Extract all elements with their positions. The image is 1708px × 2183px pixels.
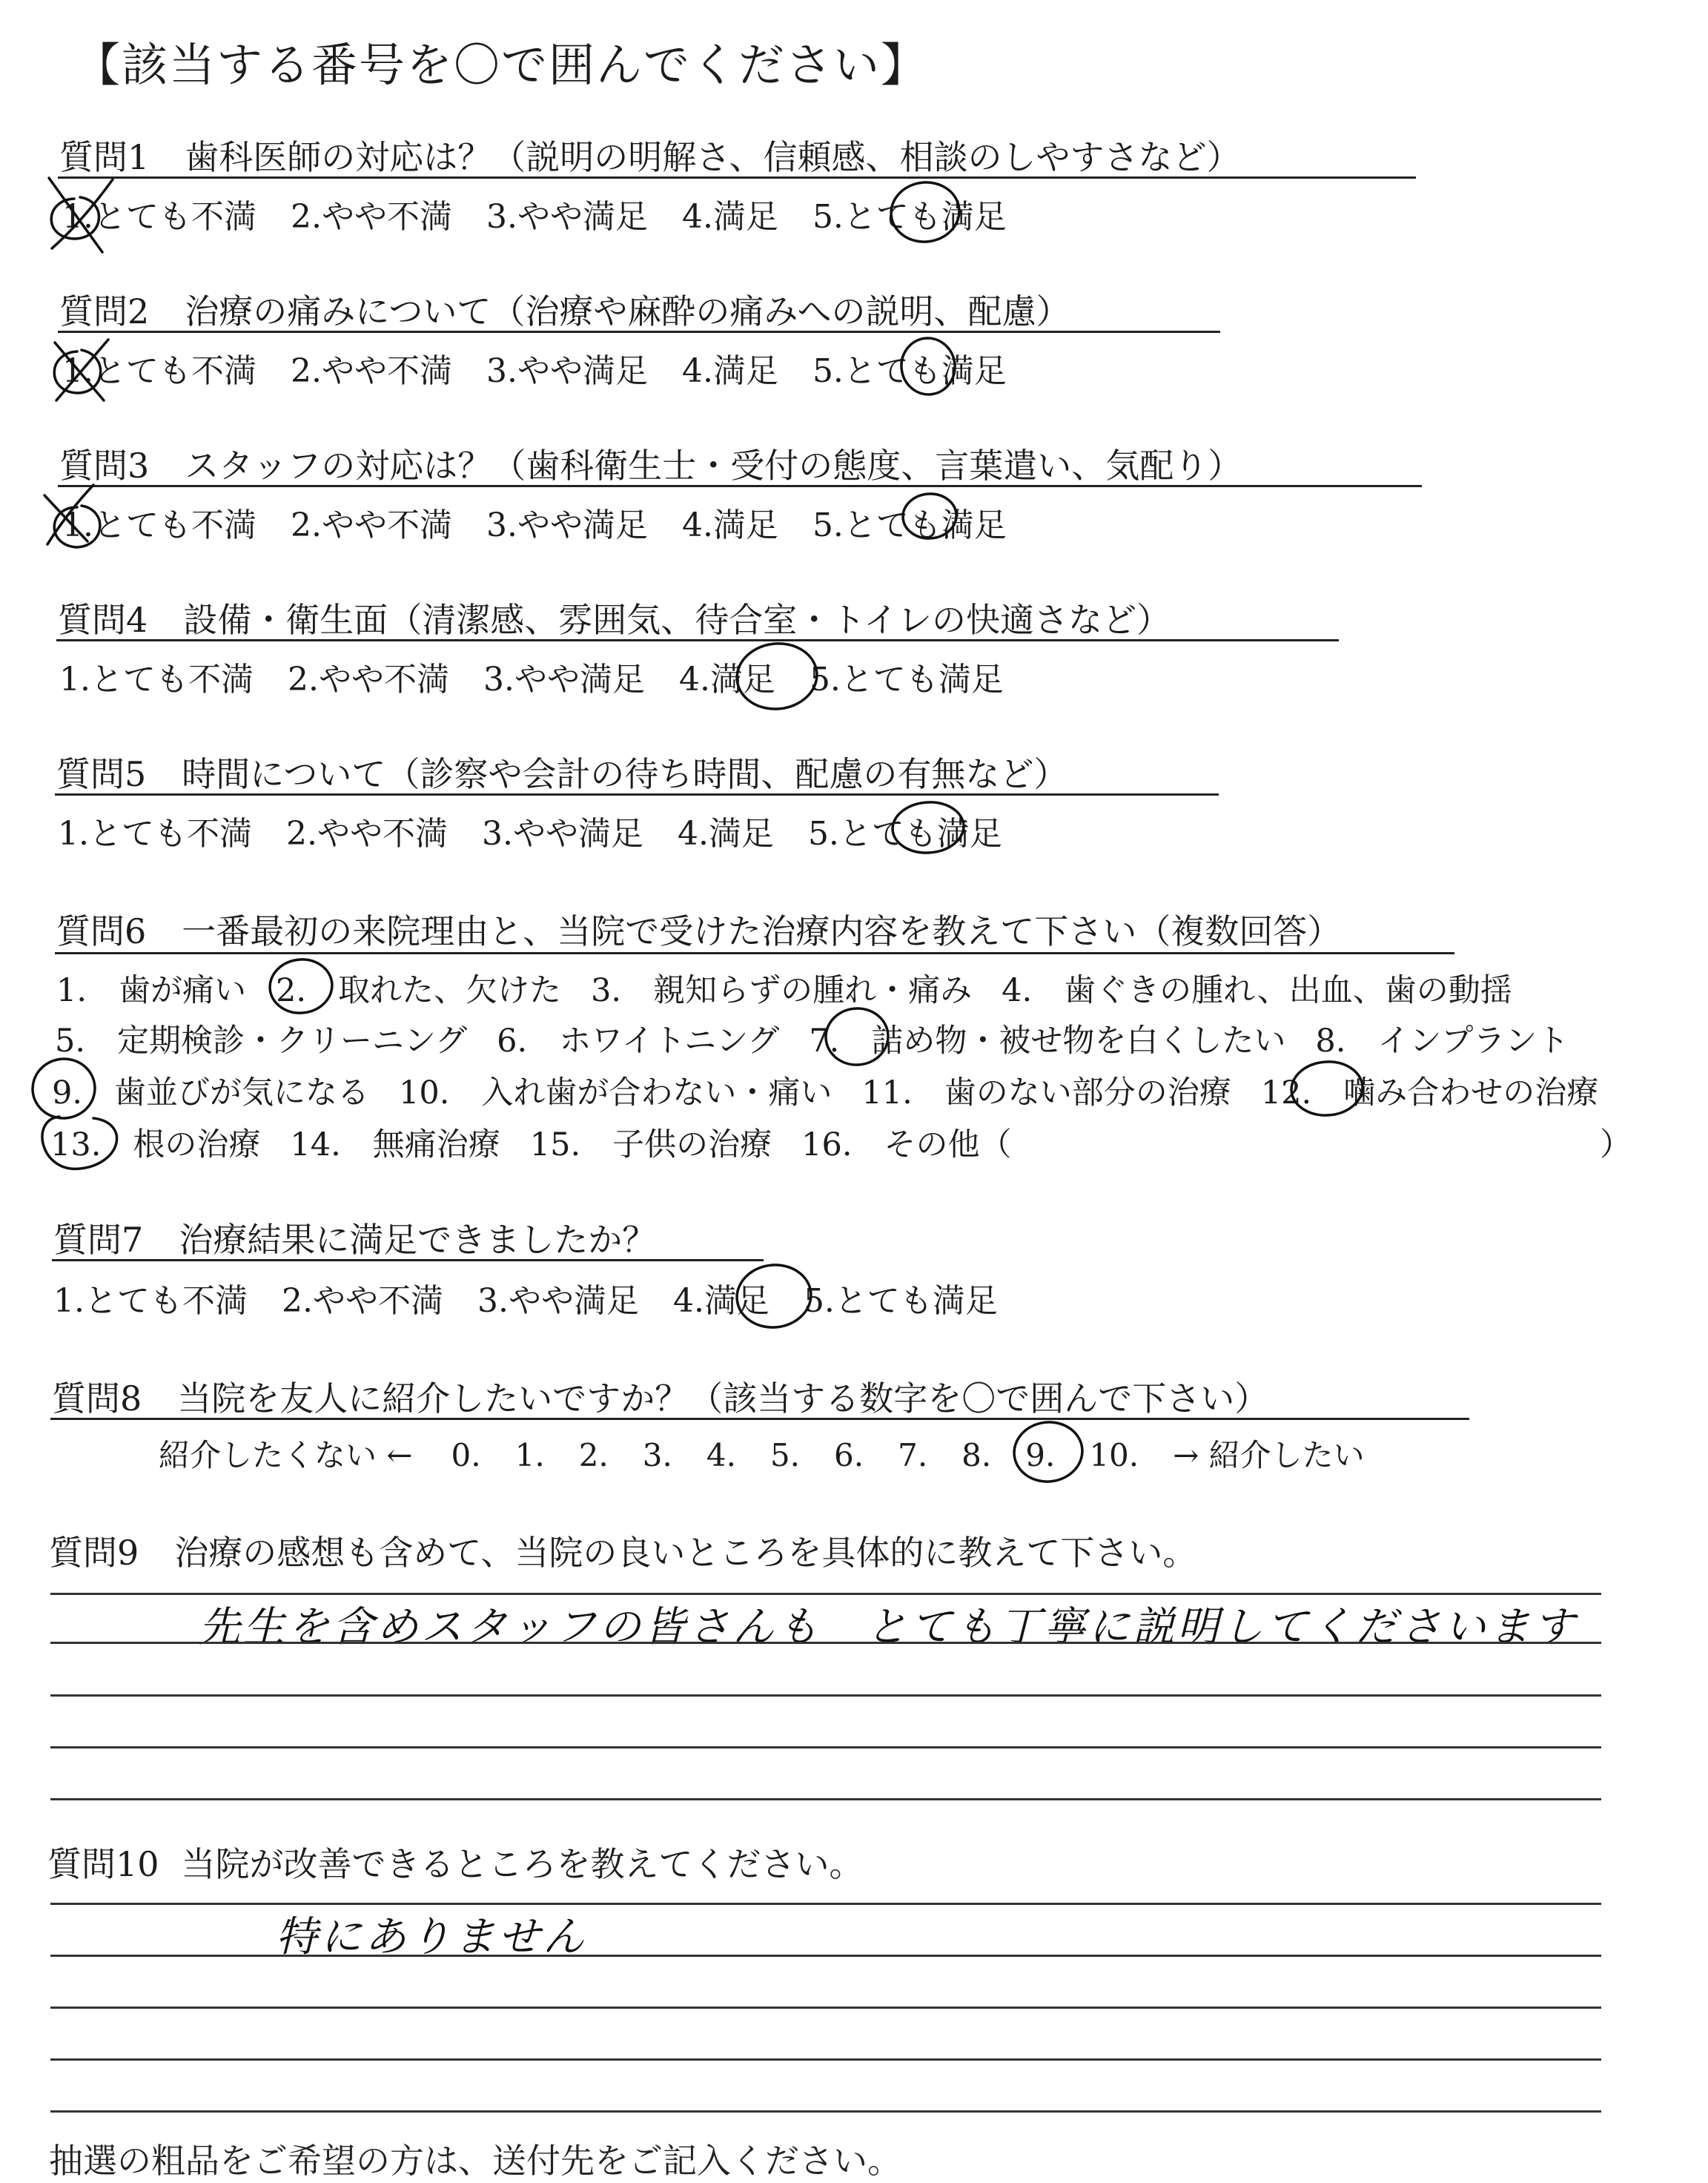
answer-line <box>50 1955 1601 1957</box>
options-q2 <box>62 344 1007 392</box>
question-underline <box>58 485 1422 487</box>
options-q6-row2 <box>55 1016 1598 1061</box>
answer-line <box>50 1694 1601 1697</box>
question-underline <box>58 176 1416 179</box>
option-label: やや不満 <box>321 352 452 390</box>
answer-line <box>50 1642 1601 1644</box>
option-label: とても不満 <box>93 198 256 236</box>
question-2 <box>59 285 1070 334</box>
question-number: 質問9 <box>49 1533 139 1573</box>
handwritten-answer-q10[interactable]: 特にありません <box>276 1913 587 1961</box>
option-label: とても満足 <box>840 661 1004 699</box>
question-text: 当院が改善できるところを教えてください。 <box>181 1844 864 1884</box>
option-4[interactable]: 4. <box>681 198 713 236</box>
options-q1 <box>62 190 1007 237</box>
option-1[interactable]: 1. <box>58 815 89 853</box>
option-3[interactable]: 3. <box>486 198 517 236</box>
question-6 <box>56 905 1341 954</box>
question-1 <box>59 131 1240 179</box>
option-item[interactable]: 11. 歯のない部分の治療 <box>861 1074 1231 1112</box>
option-item[interactable]: 14. 無痛治療 <box>290 1126 500 1163</box>
option-5[interactable]: 5. <box>812 352 844 390</box>
option-5[interactable]: 5. <box>809 661 841 699</box>
scale-number-9[interactable]: 9. <box>1025 1437 1056 1473</box>
question-text: 治療の感想も含めて、当院の良いところを具体的に教えて下さい。 <box>174 1533 1197 1573</box>
option-item[interactable]: 2. 取れた、欠けた <box>276 972 562 1009</box>
question-text: 治療の痛みについて（治療や麻酔の痛みへの説明、配慮） <box>185 291 1070 331</box>
option-label: やや満足 <box>517 352 648 390</box>
option-3[interactable]: 3. <box>486 506 517 544</box>
question-7 <box>53 1213 656 1262</box>
question-text: 歯科医師の対応は？（説明の明解さ、信頼感、相談のしやすさなど） <box>185 137 1241 177</box>
option-label: とても不満 <box>93 352 256 390</box>
question-number: 質問6 <box>56 911 147 951</box>
option-1[interactable]: 1. <box>59 661 90 699</box>
option-2[interactable]: 2. <box>281 1282 313 1320</box>
option-4[interactable]: 4. <box>681 506 713 544</box>
scale-number-0[interactable]: 0. <box>451 1437 481 1473</box>
option-label: やや満足 <box>517 198 648 236</box>
options-q4 <box>59 653 1004 700</box>
page-title: 【該当する番号を〇で囲んでください】 <box>74 38 929 92</box>
question-text: 一番最初の来院理由と、当院で受けた治療内容を教えて下さい（複数回答） <box>182 911 1342 951</box>
scale-number-7[interactable]: 7. <box>898 1437 928 1473</box>
option-2[interactable]: 2. <box>290 352 322 390</box>
scale-right-label: → 紹介したい <box>1173 1437 1365 1473</box>
question-4 <box>58 593 1171 642</box>
option-4[interactable]: 4. <box>678 661 710 699</box>
question-number: 質問10 <box>47 1844 159 1884</box>
option-label: やや不満 <box>317 815 448 853</box>
option-item[interactable]: 3. 親知らずの腫れ・痛み <box>591 972 973 1009</box>
option-4[interactable]: 4. <box>681 352 713 390</box>
option-item[interactable]: 6. ホワイトニング <box>497 1023 780 1060</box>
option-item[interactable]: 15. 子供の治療 <box>529 1126 772 1163</box>
question-underline <box>55 952 1454 954</box>
option-3[interactable]: 3. <box>481 815 513 853</box>
option-4[interactable]: 4. <box>672 1282 704 1320</box>
option-1[interactable]: 1. <box>62 198 93 236</box>
question-5 <box>56 747 1068 796</box>
option-1[interactable]: 1. <box>62 352 93 390</box>
option-item[interactable]: 7. 詰め物・被せ物を白くしたい <box>809 1023 1286 1060</box>
options-q6-row3 <box>52 1068 1628 1113</box>
answer-line <box>50 1746 1601 1748</box>
option-item[interactable]: 10. 入れ歯が合わない・痛い <box>399 1074 833 1112</box>
option-label: とても満足 <box>843 198 1007 236</box>
footer-note: 抽選の粗品をご希望の方は、送付先をご記入ください。 <box>49 2141 901 2181</box>
option-label: やや不満 <box>321 198 452 236</box>
answer-line <box>50 2007 1601 2009</box>
options-q7 <box>53 1274 998 1321</box>
option-item[interactable]: 1. 歯が痛い <box>56 972 247 1009</box>
question-text: 当院を友人に紹介したいですか？（該当する数字を〇で囲んで下さい） <box>177 1378 1269 1419</box>
question-8 <box>52 1372 1268 1421</box>
question-number: 質問4 <box>58 600 148 640</box>
option-5[interactable]: 5. <box>812 198 844 236</box>
option-label: やや満足 <box>514 661 645 699</box>
option-label: 満足 <box>708 815 774 853</box>
option-2[interactable]: 2. <box>287 661 319 699</box>
option-2[interactable]: 2. <box>290 198 322 236</box>
option-2[interactable]: 2. <box>290 506 322 544</box>
option-label: とても不満 <box>90 661 254 699</box>
option-item[interactable]: 9. 歯並びが気になる <box>52 1074 370 1112</box>
scale-number-2[interactable]: 2. <box>578 1437 609 1473</box>
option-item[interactable]: 13. 根の治療 <box>50 1126 261 1163</box>
handwritten-answer-q9[interactable]: 先生を含めスタッフの皆さんも とても丁寧に説明してくださいます <box>199 1603 1578 1651</box>
question-number: 質問3 <box>59 446 150 486</box>
question-text: 時間について（診察や会計の待ち時間、配慮の有無など） <box>182 754 1068 794</box>
option-3[interactable]: 3. <box>477 1282 509 1320</box>
option-label: やや不満 <box>321 506 452 544</box>
option-item[interactable]: 5. 定期検診・クリーニング <box>55 1023 468 1060</box>
option-5[interactable]: 5. <box>803 1282 835 1320</box>
options-q6-row1 <box>56 965 1542 1011</box>
option-label: 満足 <box>712 352 778 390</box>
question-number: 質問8 <box>52 1378 142 1419</box>
options-q3 <box>62 498 1007 546</box>
option-1[interactable]: 1. <box>53 1282 85 1320</box>
options-q8 <box>159 1431 1365 1476</box>
scale-number-5[interactable]: 5. <box>769 1437 801 1473</box>
option-label: 満足 <box>709 661 775 699</box>
option-label: やや不満 <box>312 1282 443 1320</box>
option-item[interactable]: 12. 噛み合わせの治療 <box>1260 1074 1599 1112</box>
question-number: 質問5 <box>56 754 147 794</box>
option-label: やや満足 <box>512 815 643 853</box>
question-underline <box>52 1259 764 1261</box>
question-underline <box>50 1418 1469 1420</box>
option-1[interactable]: 1. <box>62 506 93 544</box>
option-4[interactable]: 4. <box>677 815 709 853</box>
option-5[interactable]: 5. <box>807 815 839 853</box>
question-3 <box>59 439 1242 488</box>
option-label: やや満足 <box>508 1282 639 1320</box>
scale-number-4[interactable]: 4. <box>706 1437 736 1473</box>
scale-number-1[interactable]: 1. <box>514 1437 545 1473</box>
option-label: やや満足 <box>517 506 648 544</box>
option-item[interactable]: 16. その他（ <box>801 1126 1012 1163</box>
option-label: とても不満 <box>93 506 256 544</box>
option-label: とても不満 <box>88 815 252 853</box>
option-label: 満足 <box>712 506 778 544</box>
answer-line <box>50 2058 1601 2061</box>
option-5[interactable]: 5. <box>812 506 844 544</box>
option-label: とても満足 <box>843 506 1007 544</box>
option-label: 満足 <box>712 198 778 236</box>
question-text: 治療結果に満足できましたか？ <box>179 1220 657 1260</box>
scale-number-3[interactable]: 3. <box>642 1437 672 1473</box>
question-number: 質問1 <box>59 137 150 177</box>
question-10 <box>47 1837 864 1886</box>
option-3[interactable]: 3. <box>486 352 517 390</box>
scale-number-10[interactable]: 10. <box>1089 1437 1139 1473</box>
option-label: やや不満 <box>318 661 449 699</box>
scale-left-label: 紹介したくない ← <box>159 1437 413 1473</box>
question-9 <box>49 1526 1196 1575</box>
answer-line <box>50 2110 1601 2113</box>
question-text: 設備・衛生面（清潔感、雰囲気、待合室・トイレの快適さなど） <box>183 600 1171 640</box>
scale-number-6[interactable]: 6. <box>834 1437 864 1473</box>
option-label: とても不満 <box>84 1282 248 1320</box>
question-text: スタッフの対応は？（歯科衛生士・受付の態度、言葉遣い、気配り） <box>185 446 1242 486</box>
option-label: とても満足 <box>843 352 1007 390</box>
question-underline <box>55 793 1219 796</box>
other-close-paren: ） <box>1600 1126 1632 1163</box>
scale-number-8[interactable]: 8. <box>961 1437 992 1473</box>
option-item[interactable]: 4. 歯ぐきの腫れ、出血、歯の動揺 <box>1002 972 1512 1009</box>
option-label: とても満足 <box>834 1282 998 1320</box>
option-label: とても満足 <box>838 815 1002 853</box>
option-3[interactable]: 3. <box>483 661 514 699</box>
question-underline <box>56 639 1339 641</box>
question-number: 質問2 <box>59 291 150 331</box>
option-2[interactable]: 2. <box>285 815 317 853</box>
answer-line <box>50 1798 1601 1800</box>
question-underline <box>58 331 1220 333</box>
options-q5 <box>58 807 1002 854</box>
option-item[interactable]: 8. インプラント <box>1315 1023 1569 1060</box>
options-q6-row4 <box>50 1120 1632 1165</box>
option-label: 満足 <box>704 1282 769 1320</box>
question-number: 質問7 <box>53 1220 144 1260</box>
